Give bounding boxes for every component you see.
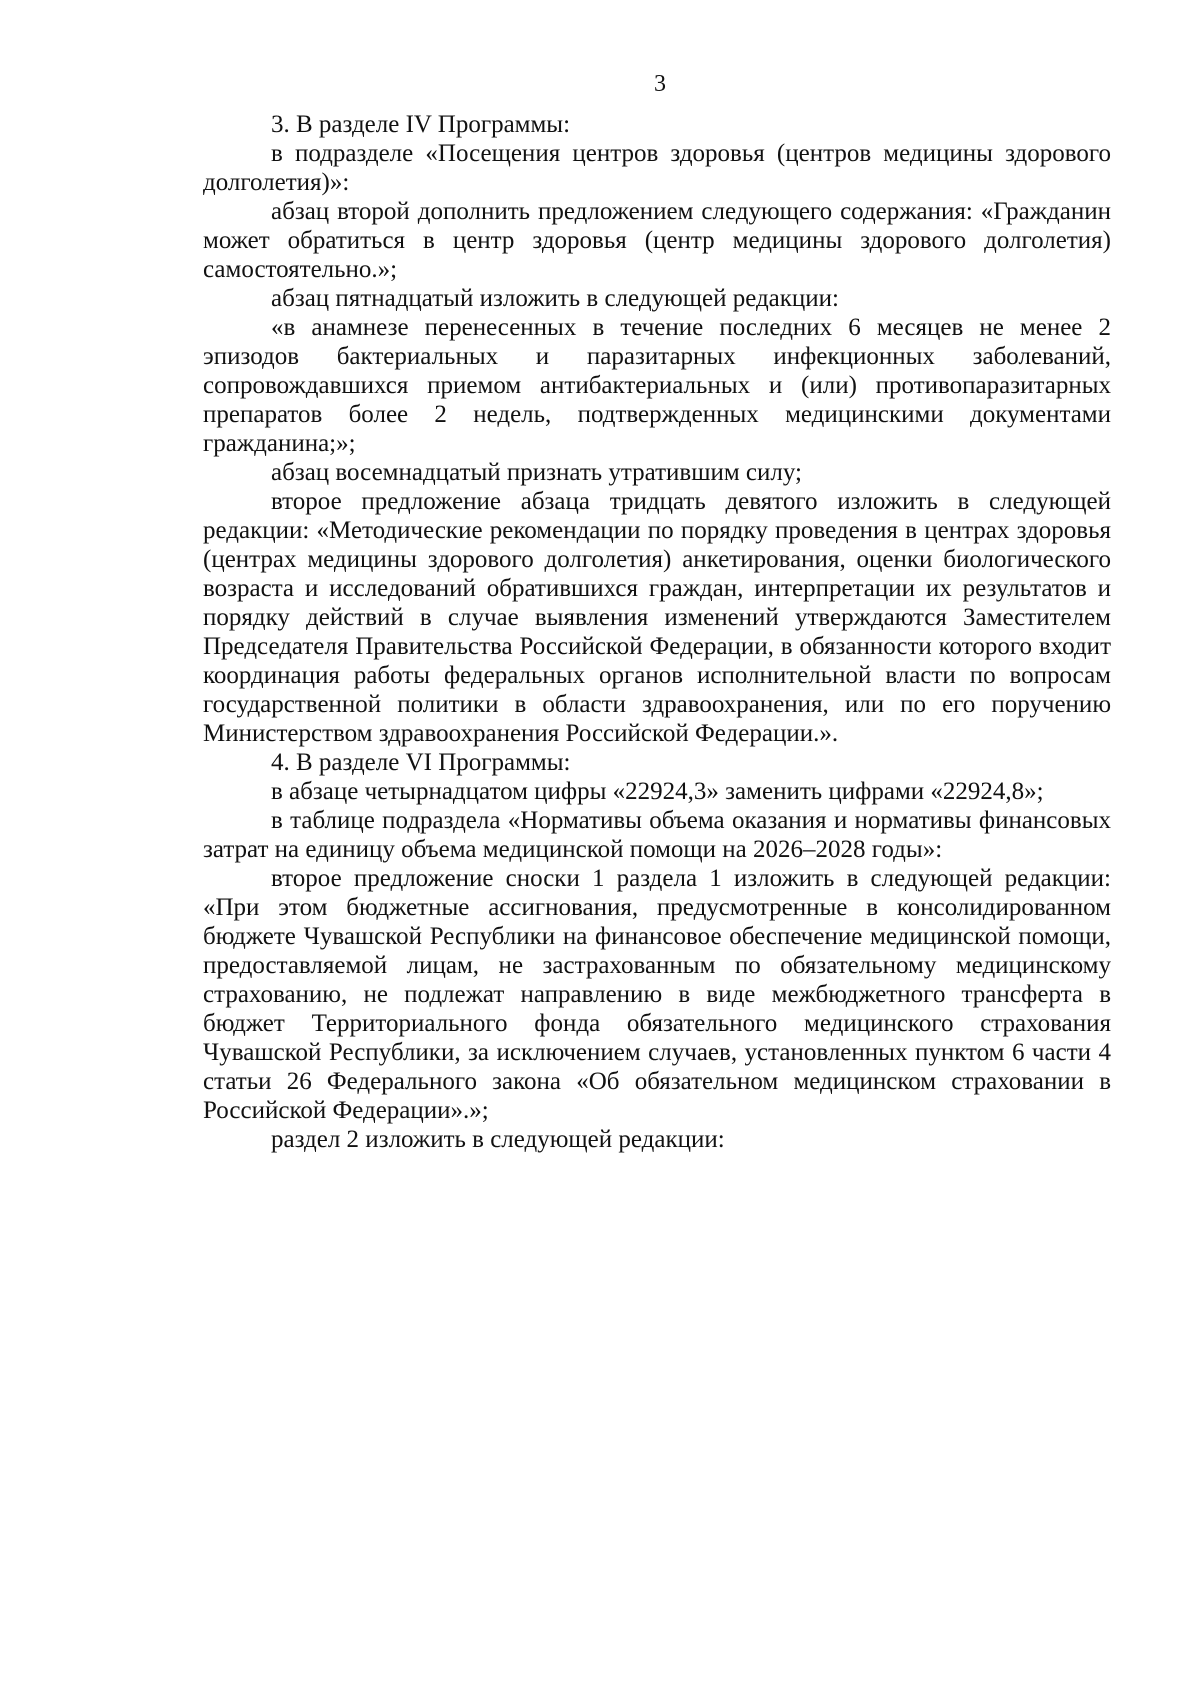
paragraph-thirty-ninth-amendment: второе предложение абзаца тридцать девятого изложить в следующей редакции: «Методические рекомендации по порядку проведения в центрах здоровья (центрах медицины здорового долголетия) анкетирования, оценки биологического возраста и исследований обратившихся граждан, интерпретации их результатов и порядку действий в случае выявления изменений утверждаются Заместителем Председателя Правительства Российской Федерации, в обязанности которого входит координация работы федеральных органов исполнительной власти по вопросам государственной политики в области здравоохранения, или по его поручению Министерством здравоохранения Российской Федерации.». — [203, 488, 1111, 747]
paragraph-fifteenth-intro: абзац пятнадцатый изложить в следующей редакции: — [271, 285, 840, 312]
paragraph-section-3-heading: 3. В разделе IV Программы: — [271, 111, 571, 138]
page-number: 3 — [654, 71, 666, 97]
paragraph-second-amendment: абзац второй дополнить предложением следующего содержания: «Гражданин может обратиться в центр здоровья (центр медицины здорового долголетия) самостоятельно.»; — [203, 198, 1111, 283]
paragraph-footnote-amendment: второе предложение сноски 1 раздела 1 изложить в следующей редакции: «При этом бюджетные ассигнования, предусмотренные в консолидированном бюджете Чувашской Республики на финансовое обеспечение медицинской помощи, предоставляемой лицам, не застрахованным по обязательному медицинскому страхованию, не подлежат направлению в виде межбюджетного трансферта в бюджет Территориального фонда обязательного медицинского страхования Чувашской Республики, за исключением случаев, установленных пунктом 6 части 4 статьи 26 Федерального закона «Об обязательном медицинском страховании в Российской Федерации».»; — [203, 865, 1111, 1124]
paragraph-section-2-intro: раздел 2 изложить в следующей редакции: — [271, 1126, 725, 1153]
paragraph-subsection-health-centers: в подразделе «Посещения центров здоровья (центров медицины здорового долголетия)»: — [203, 140, 1111, 196]
paragraph-eighteenth-repeal: абзац восемнадцатый признать утратившим силу; — [271, 459, 802, 486]
document-body — [203, 110, 1111, 1154]
paragraph-fifteenth-text: «в анамнезе перенесенных в течение последних 6 месяцев не менее 2 эпизодов бактериальных и паразитарных инфекционных заболеваний, сопровождавшихся приемом антибактериальных и (или) противопаразитарных препаратов более 2 недель, подтвержденных медицинскими документами гражданина;»; — [203, 314, 1111, 457]
paragraph-table-subsection: в таблице подраздела «Нормативы объема оказания и нормативы финансовых затрат на единицу объема медицинской помощи на 2026–2028 годы»: — [203, 807, 1111, 863]
paragraph-section-4-heading: 4. В разделе VI Программы: — [271, 749, 571, 776]
paragraph-fourteenth-numbers: в абзаце четырнадцатом цифры «22924,3» заменить цифрами «22924,8»; — [271, 778, 1044, 805]
